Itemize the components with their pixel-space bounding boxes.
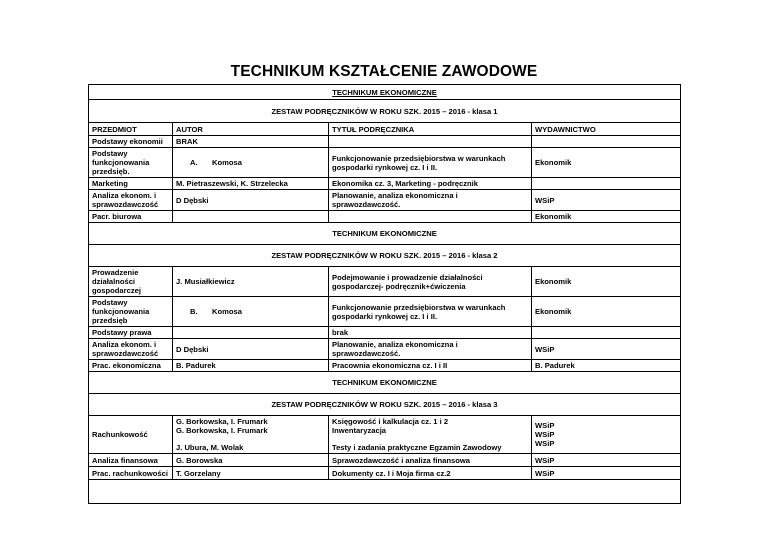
- table-row: [89, 416, 681, 454]
- publisher-cell: [532, 136, 681, 148]
- section1-school: TECHNIKUM EKONOMICZNE: [89, 85, 681, 100]
- author-cell: G. Borowska: [173, 454, 329, 467]
- subject-cell: Analiza finansowa: [89, 454, 173, 467]
- table-row: [89, 148, 681, 178]
- author-cell: B. Komosa: [173, 297, 329, 327]
- publisher-cell: WSiP: [532, 190, 681, 211]
- title-cell: Planowanie, analiza ekonomiczna i sprawozdawczość.: [329, 190, 532, 211]
- author-cell: B. Padurek: [173, 360, 329, 372]
- title-cell: Planowanie, analiza ekonomiczna i sprawozdawczość.: [329, 339, 532, 360]
- author-cell: A. Komosa: [173, 148, 329, 178]
- author-cell: D Dębski: [173, 339, 329, 360]
- section2-school: TECHNIKUM EKONOMICZNE: [89, 223, 681, 245]
- empty-cell: [89, 480, 681, 504]
- section1-set-title: ZESTAW PODRĘCZNIKÓW W ROKU SZK. 2015 – 2016 - klasa 1: [89, 100, 681, 123]
- author-cell: [173, 211, 329, 223]
- subject-cell: Prowadzenie działalności gospodarczej: [89, 267, 173, 297]
- header-row: [89, 123, 681, 136]
- title-cell: [329, 136, 532, 148]
- section3-set-title: ZESTAW PODRĘCZNIKÓW W ROKU SZK. 2015 – 2016 - klasa 3: [89, 394, 681, 416]
- title-cell: Sprawozdawczość i analiza finansowa: [329, 454, 532, 467]
- publisher-cell: Ekonomik: [532, 148, 681, 178]
- subject-cell: Podstawy funkcjonowania przedsięb.: [89, 148, 173, 178]
- publisher-cell: WSiP WSiP WSiP: [532, 416, 681, 454]
- title-cell: Księgowość i kalkulacja cz. 1 i 2 Inwentaryzacja Testy i zadania praktyczne Egzamin Zawodowy: [329, 416, 532, 454]
- table-row: [89, 178, 681, 190]
- title-cell: Dokumenty cz. I i Moja firma cz.2: [329, 467, 532, 480]
- publisher-cell: WSiP: [532, 339, 681, 360]
- table-row: [89, 211, 681, 223]
- section2-set-title: ZESTAW PODRĘCZNIKÓW W ROKU SZK. 2015 – 2016 - klasa 2: [89, 245, 681, 267]
- title-cell: Funkcjonowanie przedsiębiorstwa w warunkach gospodarki rynkowej cz. I i II.: [329, 297, 532, 327]
- section3-school: TECHNIKUM EKONOMICZNE: [89, 372, 681, 394]
- title-cell: Ekonomika cz. 3, Marketing - podręcznik: [329, 178, 532, 190]
- subject-cell: Analiza ekonom. i sprawozdawczość: [89, 190, 173, 211]
- table-row: [89, 297, 681, 327]
- subject-cell: Podstawy funkcjonowania przedsięb: [89, 297, 173, 327]
- publisher-cell: Ekonomik: [532, 267, 681, 297]
- header-author: AUTOR: [173, 123, 329, 136]
- author-cell: M. Pietraszewski, K. Strzelecka: [173, 178, 329, 190]
- table-row: [89, 267, 681, 297]
- publisher-cell: Ekonomik: [532, 211, 681, 223]
- subject-cell: Pacr. biurowa: [89, 211, 173, 223]
- publisher-cell: [532, 327, 681, 339]
- subject-cell: Podstawy ekonomii: [89, 136, 173, 148]
- author-cell: T. Gorzelany: [173, 467, 329, 480]
- subject-cell: Prac. rachunkowości: [89, 467, 173, 480]
- table-row: [89, 327, 681, 339]
- document-title: TECHNIKUM KSZTAŁCENIE ZAWODOWE: [230, 63, 538, 80]
- publisher-cell: [532, 178, 681, 190]
- subject-cell: Podstawy prawa: [89, 327, 173, 339]
- subject-cell: Prac. ekonomiczna: [89, 360, 173, 372]
- subject-cell: Rachunkowość: [89, 416, 173, 454]
- subject-cell: Analiza ekonom. i sprawozdawczość: [89, 339, 173, 360]
- author-cell: J. Musiałkiewicz: [173, 267, 329, 297]
- table-row: [89, 467, 681, 480]
- table-row: [89, 360, 681, 372]
- title-cell: Podejmowanie i prowadzenie działalności gospodarczej- podręcznik+ćwiczenia: [329, 267, 532, 297]
- header-title: TYTUŁ PODRĘCZNIKA: [329, 123, 532, 136]
- table-row: [89, 339, 681, 360]
- title-cell: Pracownia ekonomiczna cz. I i II: [329, 360, 532, 372]
- publisher-cell: WSiP: [532, 454, 681, 467]
- textbook-table: [88, 84, 681, 504]
- author-cell: BRAK: [173, 136, 329, 148]
- list-marker: A.: [190, 158, 198, 167]
- title-cell: brak: [329, 327, 532, 339]
- header-publisher: WYDAWNICTWO: [532, 123, 681, 136]
- title-cell: [329, 211, 532, 223]
- publisher-cell: B. Padurek: [532, 360, 681, 372]
- author-cell: [173, 327, 329, 339]
- header-subject: PRZEDMIOT: [89, 123, 173, 136]
- author-cell: D Dębski: [173, 190, 329, 211]
- author-cell: G. Borkowska, I. Frumark G. Borkowska, I. Frumark J. Ubura, M. Wolak: [173, 416, 329, 454]
- subject-cell: Marketing: [89, 178, 173, 190]
- table-row: [89, 190, 681, 211]
- title-cell: Funkcjonowanie przedsiębiorstwa w warunkach gospodarki rynkowej cz. I i II.: [329, 148, 532, 178]
- publisher-cell: Ekonomik: [532, 297, 681, 327]
- empty-row: [89, 480, 681, 504]
- table-row: [89, 454, 681, 467]
- table-row: [89, 136, 681, 148]
- publisher-cell: WSiP: [532, 467, 681, 480]
- list-marker: B.: [190, 307, 198, 316]
